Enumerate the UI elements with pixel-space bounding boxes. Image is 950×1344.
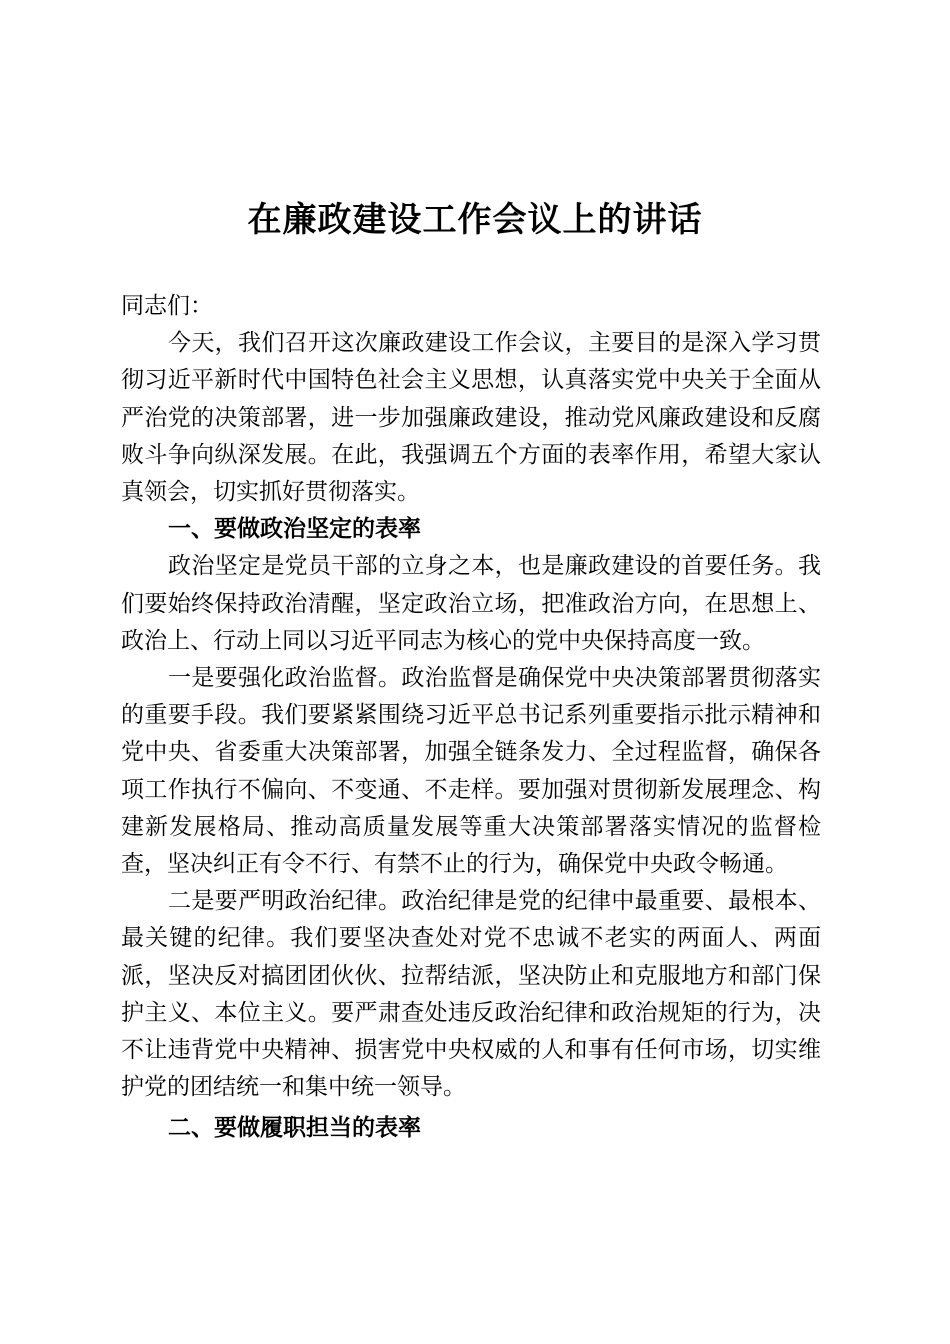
point-2-text: 政治纪律是党的纪律中最重要、最根本、最关键的纪律。我们要坚决查处对党不忠诚不老实的两面人、两面派，坚决反对搞团团伙伙、拉帮结派，坚决防止和克服地方和部门保护主义、本位主义。要严肃查处违反政治纪律和政治规矩的行为，决不让违背党中央精神、损害党中央权威的人和事有任何市场，切实维护党的团结统一和集中统一领导。 — [121, 888, 822, 1101]
section-1-heading: 一、要做政治坚定的表率 — [168, 516, 421, 543]
intro-paragraph: 今天，我们召开这次廉政建设工作会议，主要目的是深入学习贯彻习近平新时代中国特色社会主义思想，认真落实党中央关于全面从严治党的决策部署，进一步加强廉政建设，推动党风廉政建设和反腐败斗争向纵深发展。在此，我强调五个方面的表率作用，希望大家认真领会，切实抓好贯彻落实。 — [121, 330, 821, 506]
section-2-heading: 二、要做履职担当的表率 — [168, 1115, 421, 1142]
salutation: 同志们： — [121, 293, 213, 319]
point-1-paragraph — [121, 660, 821, 883]
section-1-paragraph: 政治坚定是党员干部的立身之本，也是廉政建设的首要任务。我们要始终保持政治清醒，坚定政治立场，把准政治方向，在思想上、政治上、行动上同以习近平同志为核心的党中央保持高度一致。 — [121, 553, 821, 654]
point-1-lead: 一是要强化政治监督。 — [168, 665, 402, 692]
point-1-text: 政治监督是确保党中央决策部署贯彻落实的重要手段。我们要紧紧围绕习近平总书记系列重要指示批示精神和党中央、省委重大决策部署，加强全链条发力、全过程监督，确保各项工作执行不偏向、不变通、不走样。要加强对贯彻新发展理念、构建新发展格局、推动高质量发展等重大决策部署落实情况的监督检查，坚决纠正有令不行、有禁不止的行为，确保党中央政令畅通。 — [121, 665, 822, 878]
document-body — [121, 288, 821, 1148]
point-2-paragraph — [121, 883, 821, 1106]
document-title: 在廉政建设工作会议上的讲话 — [247, 200, 703, 240]
point-2-lead: 二是要严明政治纪律。 — [168, 888, 402, 915]
